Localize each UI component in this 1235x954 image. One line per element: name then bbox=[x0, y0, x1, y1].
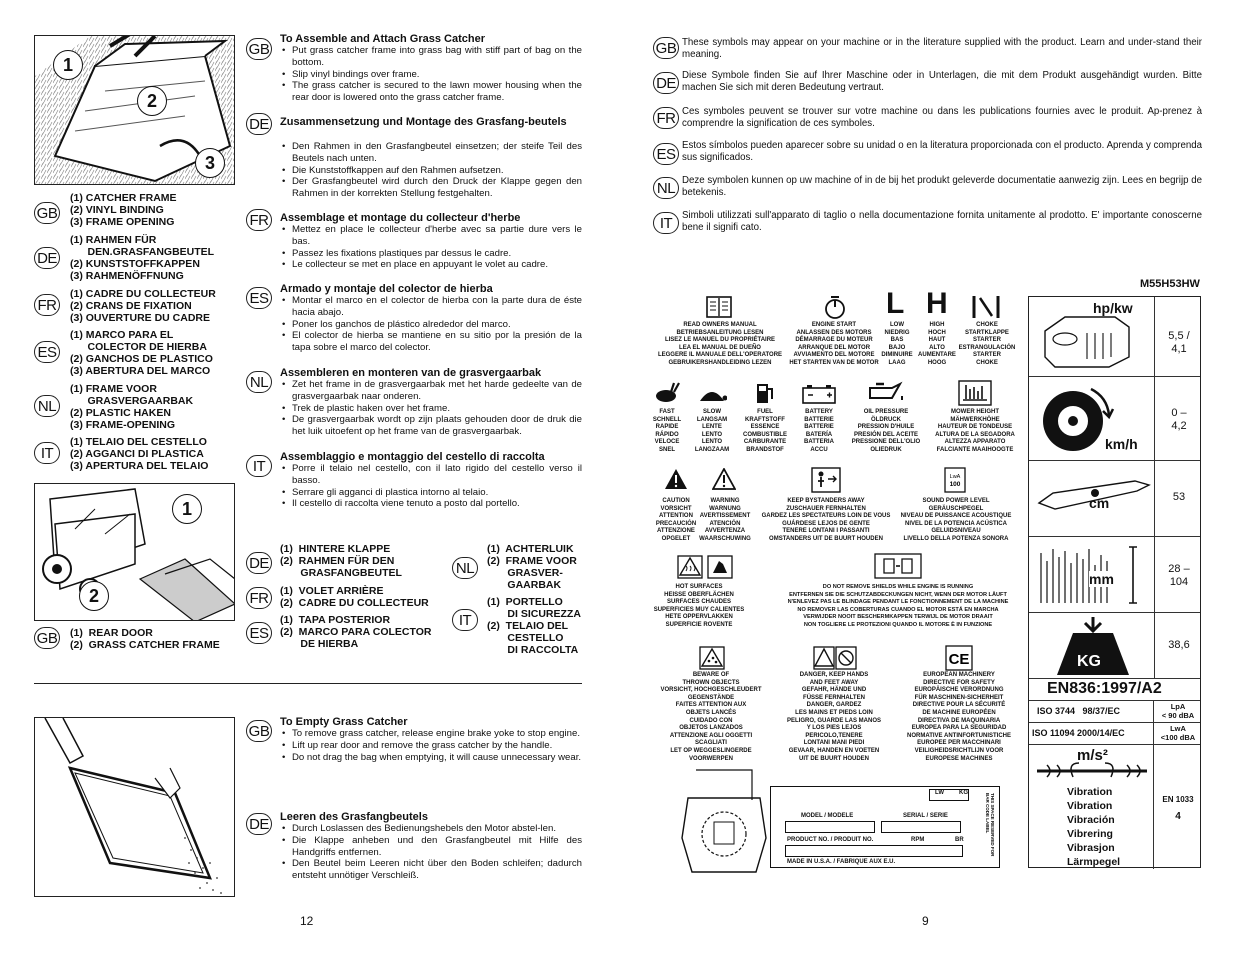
lang-badge-de: DE bbox=[653, 72, 679, 94]
step: • Die Kunststoffkappen auf den Rahmen aufsetzen. bbox=[280, 165, 582, 177]
mm-value: 28 – 104 bbox=[1168, 563, 1190, 588]
choke-icon bbox=[971, 294, 1001, 320]
step: • Porre il telaio nel cestello, con il lato rigido del cestello verso il basso. bbox=[280, 463, 582, 487]
caption-sound: SOUND POWER LEVEL GERÄUSCHPEGEL NIVEAU DE PUISSANCE ACOUSTIQUE NIVEL DE LA POTENCIA ACÚSTICA GELUIDSNIVEAU LIVELLO DELLA POTENZA SONORA bbox=[900, 498, 1012, 542]
plate-lw: LW bbox=[935, 790, 944, 796]
hand-burn-icon bbox=[707, 555, 733, 579]
plate-product: PRODUCT NO. / PRODUIT NO. bbox=[787, 837, 874, 843]
plate-made: MADE IN U.S.A. / FABRIQUE AUX E.U. bbox=[787, 859, 896, 865]
lang-badge-es: ES bbox=[34, 341, 60, 363]
step: • Passez les fixations plastiques par dessus le cadre. bbox=[280, 248, 582, 260]
lwa-value: LwA <100 dBA bbox=[1160, 724, 1196, 742]
warning-icon bbox=[712, 468, 736, 490]
caption-shields: DO NOT REMOVE SHIELDS WHILE ENGINE IS RUNNING ENTFERNEN SIE DIE SCHUTZABDECKUNGEN NICHT, WENN DER MOTOR LÄUFT N'ENLEVEZ PAS LE BLINDAGE PENDANT LE FONCTIONNEMENT DE LA MACHINE NO REMOVER LAS COBERTURAS CUANDO EL MOTOR ESTÁ EN MARCHA VERWIJDER NOOIT BESCHERMKAPPEN TERWIJL DE MOTOR DRAAIT NON TOGLIERE LE PROTEZIONI QUANDO IL MOTORE È IN FUNZIONE bbox=[787, 584, 1009, 628]
caption-ce: EUROPEAN MACHINERY DIRECTIVE FOR SAFETY EUROPÄISCHE VERORDNUNG FÜR MASCHINEN-SICHERHEIT DIRECTIVE POUR LA SÉCURITÉ DE MACHINE EUROPÉEN DIRECTIVA DE MAQUINARIA EUROPEA PARA LA SEGURIDAD NORMATIVE ANTINFORTUNISTICHE EUROPEE PER MACCHINARI VEILIGHEIDSRICHTLIJN VOOR EUROPESE MACHINES bbox=[907, 672, 1011, 762]
sound-power-icon bbox=[944, 467, 966, 493]
caption-hot: HOT SURFACES HEISSE OBERFLÄCHEN SURFACES CHAUDES SUPERFICIES MUY CALIENTES HETE OPPERVLAKKEN SUPERFICIE ROVENTE bbox=[653, 584, 745, 628]
steps-fr bbox=[280, 224, 582, 271]
svg-text:100: 100 bbox=[949, 481, 961, 488]
svg-text:LwA: LwA bbox=[949, 474, 961, 480]
caption-bystanders: KEEP BYSTANDERS AWAY ZUSCHAUER FERNHALTEN GARDEZ LES SPECTATEURS LOIN DE VOUS GUÁRDESE LEJOS DE GENTE TENERE LONTANI I PASSANTI OMSTANDERS UIT DE BUURT HOUDEN bbox=[761, 498, 891, 542]
legend-it: (1) PORTELLO DI SICUREZZA (2) TELAIO DEL CESTELLO DI RACCOLTA bbox=[487, 596, 581, 656]
section-title-fr: Assemblage et montage du collecteur d'herbe bbox=[280, 212, 521, 224]
spec-table bbox=[1028, 296, 1201, 868]
step: • Put grass catcher frame into grass bag with stiff part of bag on the bottom. bbox=[280, 45, 582, 69]
lpa-value: LpA < 90 dBA bbox=[1161, 702, 1195, 720]
lang-badge-es: ES bbox=[246, 287, 272, 309]
lang-badge-gb: GB bbox=[246, 720, 272, 742]
steps-de bbox=[280, 141, 582, 200]
section-title-gb: To Empty Grass Catcher bbox=[280, 716, 408, 728]
caption-oil: OIL PRESSURE ÖLDRUCK PRESSION D'HUILE PRESIÓN DEL ACEITE PRESSIONE DELL'OLIO OLIEDRUK bbox=[851, 409, 921, 453]
spec-row-speed bbox=[1029, 377, 1200, 461]
page-number-right: 9 bbox=[922, 914, 929, 928]
intro-de: Diese Symbole finden Sie auf Ihrer Maschine oder in Unterlagen, die mit dem Produkt ausgehändigt wurden. Bitte machen Sie sich mit deren Bedeutung vertraut. bbox=[682, 70, 1202, 93]
step: • Der Grasfangbeutel wird durch den Druck der Klappe gegen den Rahmen in der korrekten Stellung festgehalten. bbox=[280, 176, 582, 200]
hp-value: 5,5 / 4,1 bbox=[1168, 330, 1190, 355]
spec-row-iso1 bbox=[1029, 701, 1200, 723]
legend-fr: (1) VOLET ARRIÈRE (2) CADRE DU COLLECTEUR bbox=[280, 585, 429, 609]
step: • Le collecteur se met en place en appuyant le volet au cadre. bbox=[280, 259, 582, 271]
book-icon bbox=[706, 296, 732, 318]
fuel-pump-icon bbox=[754, 381, 776, 405]
vib-word: Vibración bbox=[1067, 814, 1115, 826]
spec-row-width bbox=[1029, 461, 1200, 537]
vibration-words bbox=[1067, 785, 1120, 869]
section-title-nl: Assembleren en monteren van de grasvergaarbak bbox=[280, 367, 542, 379]
legend-it: (1) TELAIO DEL CESTELLO (2) AGGANCI DI PLASTICA (3) APERTURA DEL TELAIO bbox=[70, 436, 209, 472]
mower-top-view-icon bbox=[676, 768, 772, 874]
legend-es: (1) TAPA POSTERIOR (2) MARCO PARA COLECTOR DE HIERBA bbox=[280, 614, 432, 650]
step: • Den Rahmen in den Grasfangbeutel einsetzen; der steife Teil des Beutels nach unten. bbox=[280, 141, 582, 165]
plate-br: BR bbox=[955, 837, 964, 843]
legend-nl: (1) FRAME VOOR GRASVERGAARBAK (2) PLASTIC HAKEN (3) FRAME-OPENING bbox=[70, 383, 194, 431]
empty-catcher-figure bbox=[34, 717, 235, 897]
grass-catcher-frame-figure bbox=[34, 35, 235, 185]
hp-label: hp/kw bbox=[1093, 300, 1133, 316]
lang-badge-fr: FR bbox=[34, 294, 60, 316]
en836-label: EN836:1997/A2 bbox=[1047, 680, 1162, 697]
caption-high: HIGH HOCH HAUT ALTO AUMENTARE HOOG bbox=[918, 322, 956, 366]
rear-door-figure bbox=[34, 483, 235, 621]
plate-rpm: RPM bbox=[911, 837, 925, 843]
battery-icon bbox=[802, 384, 836, 404]
lang-badge-it: IT bbox=[452, 609, 478, 631]
step: • Slip vinyl bindings over frame. bbox=[280, 69, 582, 81]
oil-can-icon bbox=[864, 380, 906, 404]
spec-row-power bbox=[1029, 297, 1200, 377]
step: • The grass catcher is secured to the lawn mower housing when the rear door is lowered onto the grass catcher frame. bbox=[280, 80, 582, 104]
rabbit-icon bbox=[652, 382, 680, 404]
ms2-label: m/s² bbox=[1077, 747, 1108, 764]
hands-feet-danger-icon bbox=[813, 646, 857, 670]
vib-word: Lärmpegel bbox=[1067, 856, 1121, 868]
step: • Die Klappe anheben und den Grasfangbeutel mit Hilfe des Handgriffs entfernen. bbox=[280, 835, 582, 859]
caption-caution: CAUTION VORSICHT ATTENTION PRECAUCIÓN ATTENZIONE OPGELET bbox=[655, 498, 697, 542]
caption-warning: WARNING WARNUNG AVERTISSEMENT ATENCIÓN AVVERTENZA WAARSCHUWING bbox=[699, 498, 751, 542]
section-title-de: Leeren des Grasfangbeutels bbox=[280, 811, 428, 823]
step: • Zet het frame in de grasvergaarbak met het harde gedeelte van de grasvergaarbak naar onderen. bbox=[280, 379, 582, 403]
caution-icon bbox=[664, 468, 688, 490]
lang-badge-it: IT bbox=[653, 212, 679, 234]
section-divider bbox=[34, 683, 582, 684]
callout-2: 2 bbox=[79, 581, 109, 611]
spec-row-iso2 bbox=[1029, 723, 1200, 745]
mower-height-icon bbox=[958, 380, 992, 406]
model-number: M55H53HW bbox=[1140, 278, 1200, 290]
emptying-bag-illustration bbox=[35, 718, 235, 897]
section-title-es: Armado y montaje del colector de hierba bbox=[280, 283, 493, 295]
section-title-de: Zusammensetzung und Montage des Grasfang-beutels bbox=[280, 116, 567, 128]
hot-surface-icon bbox=[677, 555, 703, 579]
handle-vibration-icon bbox=[1033, 759, 1151, 783]
lang-badge-de: DE bbox=[246, 813, 272, 835]
caption-low: LOW NIEDRIG BAS BAJO DIMINUIRE LAAG bbox=[881, 322, 913, 366]
mower-rear-illustration bbox=[35, 484, 235, 621]
mm-label: mm bbox=[1089, 571, 1114, 587]
lang-badge-fr: FR bbox=[246, 587, 272, 609]
lang-badge-it: IT bbox=[34, 442, 60, 464]
engine-icon bbox=[1037, 311, 1137, 369]
intro-nl: Deze symbolen kunnen op uw machine of in de bij het produkt geleverde documentatie aanwezig zijn. Lees en begrijp de betekenis. bbox=[682, 175, 1202, 198]
legend-de: (1) RAHMEN FÜR DEN.GRASFANGBEUTEL (2) KUNSTSTOFFKAPPEN (3) RAHMENÖFFNUNG bbox=[70, 234, 215, 282]
lang-badge-fr: FR bbox=[653, 107, 679, 129]
step: • Montar el marco en el colector de hierba con la parte dura de éste hacia abajo. bbox=[280, 295, 582, 319]
caption-fuel: FUEL KRAFTSTOFF ESSENCE COMBUSTIBLE CARBURANTE BRANDSTOF bbox=[743, 409, 787, 453]
page-number-left: 12 bbox=[300, 914, 314, 928]
step: • De grasvergaarbak wordt op zijn plaats gehouden door de druk die het luik uitoefent op het frame van de grasvergaarbak. bbox=[280, 414, 582, 438]
caption-read-manual: READ OWNERS MANUAL BETRIEBSANLEITUNG LESEN LISEZ LE MANUEL DU PROPRIÉTAIRE LEA EL MANUAL DE DUEÑO LEGGERE IL MANUALE DELL'OPERATORE GEBRUIKERSHANDLEIDING LEZEN bbox=[657, 322, 783, 366]
lang-badge-de: DE bbox=[246, 552, 272, 574]
legend-gb: (1) CATCHER FRAME (2) VINYL BINDING (3) FRAME OPENING bbox=[70, 192, 177, 228]
caption-mower-height: MOWER HEIGHT MÄHWERKHÖHE HAUTEUR DE TONDEUSE ALTURA DE LA SEGADORA ALTEZZA APPARATO FALCIANTE MAAIHOOGTE bbox=[935, 409, 1015, 453]
lang-badge-it: IT bbox=[246, 455, 272, 477]
caption-slow: SLOW LANGSAM LENTE LENTO LENTO LANGZAAM bbox=[694, 409, 730, 453]
plate-model: MODEL / MODELE bbox=[801, 813, 854, 819]
section-title-it: Assemblaggio e montaggio del cestello di raccolta bbox=[280, 451, 545, 463]
step: • Serrare gli agganci di plastica intorno al telaio. bbox=[280, 487, 582, 499]
vib-word: Vibrasjon bbox=[1067, 842, 1115, 854]
steps-nl bbox=[280, 379, 582, 438]
caption-fast: FAST SCHNELL RAPIDE RÁPIDO VELOCE SNEL bbox=[652, 409, 682, 453]
iso2-label: ISO 11094 2000/14/EC bbox=[1032, 728, 1125, 738]
lang-badge-fr: FR bbox=[246, 209, 272, 231]
iso1-label: ISO 3744 98/37/EC bbox=[1037, 706, 1121, 716]
lang-badge-nl: NL bbox=[653, 177, 679, 199]
step: • Mettez en place le collecteur d'herbe avec sa partie dure vers le bas. bbox=[280, 224, 582, 248]
engine-start-icon bbox=[823, 296, 847, 320]
vib-word: Vibration bbox=[1067, 786, 1113, 798]
legend-de: (1) HINTERE KLAPPE (2) RAHMEN FÜR DEN GRASFANGBEUTEL bbox=[280, 543, 402, 579]
callout-1: 1 bbox=[172, 494, 202, 524]
svg-text:CE: CE bbox=[948, 651, 970, 668]
plate-side-note: THIS SPACE RESERVED FOR BAR CODE LABEL bbox=[985, 793, 995, 857]
step: • To remove grass catcher, release engine brake yoke to stop engine. bbox=[280, 728, 582, 740]
callout-3: 3 bbox=[195, 148, 225, 178]
lang-badge-nl: NL bbox=[34, 395, 60, 417]
en1033-label: EN 1033 bbox=[1162, 795, 1194, 804]
steps-es bbox=[280, 295, 582, 354]
caption-choke: CHOKE STARTKLAPPE STARTER ESTRANGULACIÓN STARTER CHOKE bbox=[958, 322, 1016, 366]
shields-icon bbox=[874, 553, 922, 579]
vib-word: Vibration bbox=[1067, 800, 1113, 812]
bystanders-icon bbox=[811, 467, 841, 493]
kmh-value: 0 – 4,2 bbox=[1171, 407, 1187, 432]
lang-badge-de: DE bbox=[34, 247, 60, 269]
callout-2: 2 bbox=[137, 86, 167, 116]
lang-badge-de: DE bbox=[246, 113, 272, 135]
lang-badge-gb: GB bbox=[246, 38, 272, 60]
step: • Den Beutel beim Leeren nicht über den Boden schleifen; dadurch entsteht unnötiger Verschleiß. bbox=[280, 858, 582, 882]
cm-value: 53 bbox=[1172, 491, 1186, 503]
step: • Poner los ganchos de plástico alrededor del marco. bbox=[280, 319, 582, 331]
step: • Durch Loslassen des Bedienungshebels den Motor abstel-len. bbox=[280, 823, 582, 835]
step: • Trek de plastic haken over het frame. bbox=[280, 403, 582, 415]
steps-de bbox=[280, 823, 582, 882]
kmh-label: km/h bbox=[1105, 436, 1138, 452]
step: • El colector de hierba se mantiene en su sitio por la presión de la tapa sobre el marco del colector. bbox=[280, 330, 582, 354]
lang-badge-es: ES bbox=[653, 143, 679, 165]
steps-gb bbox=[280, 45, 582, 104]
kg-label: KG bbox=[1077, 653, 1101, 670]
caption-engine-start: ENGINE START ANLASSEN DES MOTORS DÉMARRAGE DU MOTEUR ARRANQUE DEL MOTOR AVVIAMENTO DEL MOTORE HET STARTEN VAN DE MOTOR bbox=[789, 322, 879, 366]
plate-kg: KG bbox=[959, 790, 968, 796]
vibration-value: 4 bbox=[1175, 811, 1181, 822]
intro-es: Estos símbolos pueden aparecer sobre su unidad o en la literatura proporcionada con el producto. Aprenda y comprenda sus significados. bbox=[682, 140, 1202, 163]
lang-badge-gb: GB bbox=[653, 37, 679, 59]
caption-thrown: BEWARE OF THROWN OBJECTS VORSICHT, HOCHGESCHLEUDERT GEGENSTÄNDE FAITES ATTENTION AUX OBJETS LANCÉS CUIDADO CON OBJETOS LANZADOS ATTENZIONE AGLI OGGETTI SCAGLIATI LET OP WEGGESLINGERDE VOORWERPEN bbox=[660, 672, 762, 762]
thrown-objects-icon bbox=[699, 646, 725, 670]
wheel-icon bbox=[1039, 385, 1115, 455]
cm-label: cm bbox=[1089, 495, 1110, 511]
step: • Lift up rear door and remove the grass catcher by the handle. bbox=[280, 740, 582, 752]
legend-nl: (1) ACHTERLUIK (2) FRAME VOOR GRASVER- GAARBAK bbox=[487, 543, 577, 591]
caption-battery: BATTERY BATTERIE BATTERIE BATERÍA BATTERIA ACCU bbox=[804, 409, 834, 453]
section-title-gb: To Assemble and Attach Grass Catcher bbox=[280, 33, 485, 45]
steps-it bbox=[280, 463, 582, 510]
kg-value: 38,6 bbox=[1168, 639, 1190, 651]
rear-door-legend-gb: (1) REAR DOOR (2) GRASS CATCHER FRAME bbox=[70, 627, 220, 651]
ce-mark-icon bbox=[945, 645, 973, 671]
legend-es: (1) MARCO PARA EL COLECTOR DE HIERBA (2) GANCHOS DE PLASTICO (3) ABERTURA DEL MARCO bbox=[70, 329, 213, 377]
lang-badge-gb: GB bbox=[34, 627, 60, 649]
legend-fr: (1) CADRE DU COLLECTEUR (2) CRANS DE FIXATION (3) OUVERTURE DU CADRE bbox=[70, 288, 216, 324]
spec-row-weight bbox=[1029, 613, 1200, 679]
turtle-icon bbox=[697, 385, 727, 405]
high-letter: H bbox=[926, 287, 948, 320]
steps-gb bbox=[280, 728, 582, 763]
caption-danger: DANGER, KEEP HANDS AND FEET AWAY GEFAHR, HÄNDE UND FÜSSE FERNHALTEN DANGER, GARDEZ LES MAINS ET PIEDS LOIN PELIGRO, GUARDE LAS MANOS Y LOS PIES LEJOS PERICOLO,TENERE LONTANI MANI PIEDI GEVAAR, HANDEN EN VOETEN UIT DE BUURT HOUDEN bbox=[786, 672, 881, 762]
step: • Il cestello di raccolta viene tenuto a posto dal portello. bbox=[280, 498, 582, 510]
plate-serial: SERIAL / SERIE bbox=[903, 813, 948, 819]
intro-fr: Ces symboles peuvent se trouver sur votre machine ou dans les publications fournies avec le produit. Ap-prenez à comprendre la signification de ces symboles. bbox=[682, 106, 1202, 129]
spec-row-vibration bbox=[1029, 745, 1200, 869]
id-plate bbox=[770, 786, 1000, 868]
callout-1: 1 bbox=[53, 50, 83, 80]
lang-badge-nl: NL bbox=[246, 371, 272, 393]
lang-badge-gb: GB bbox=[34, 202, 60, 224]
spec-row-height bbox=[1029, 537, 1200, 613]
spec-row-standard bbox=[1029, 679, 1200, 701]
intro-it: Simboli utilizzati sull'apparato di taglio o nella documentazione fornita unitamente al prodotto. E' importante conoscerne bene il signifi cato. bbox=[682, 210, 1202, 233]
intro-gb: These symbols may appear on your machine or in the literature supplied with the product. Learn and under-stand their meaning. bbox=[682, 37, 1202, 60]
low-letter: L bbox=[886, 287, 905, 320]
lang-badge-es: ES bbox=[246, 622, 272, 644]
vib-word: Vibrering bbox=[1067, 828, 1113, 840]
lang-badge-nl: NL bbox=[452, 557, 478, 579]
step: • Do not drag the bag when emptying, it will cause unnecessary wear. bbox=[280, 752, 582, 764]
